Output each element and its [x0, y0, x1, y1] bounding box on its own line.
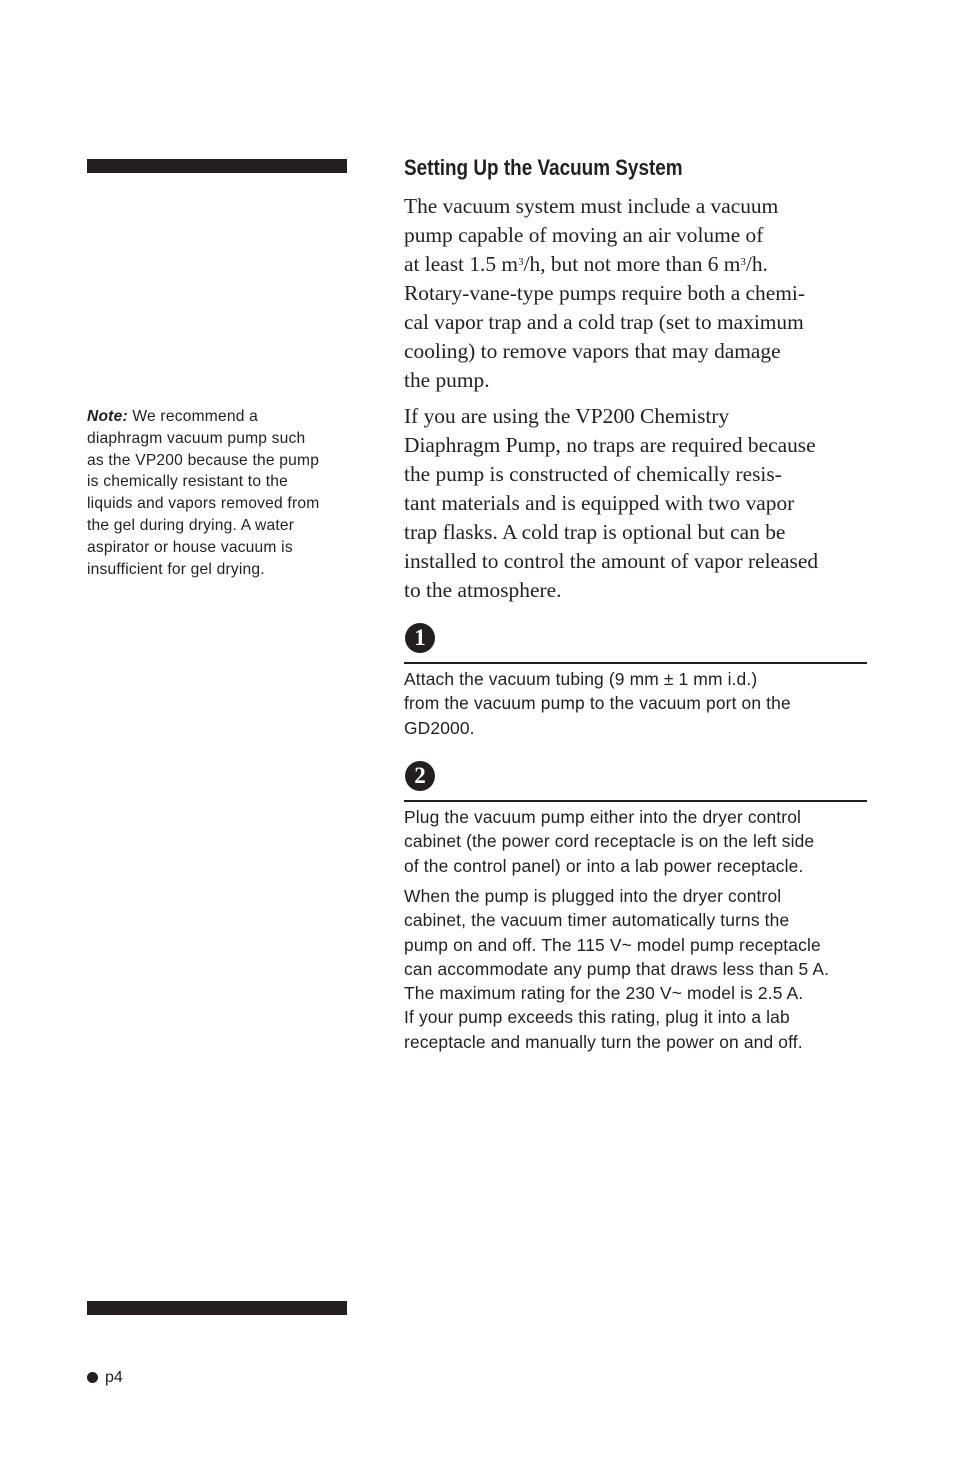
- intro-paragraph-2: [404, 402, 818, 605]
- intro-paragraph-1: [404, 192, 805, 395]
- note-line: aspirator or house vacuum is: [87, 538, 293, 556]
- text-line: trap flasks. A cold trap is optional but can be: [404, 520, 786, 544]
- note-line: the gel during drying. A water: [87, 516, 295, 534]
- step-2-divider: [404, 800, 867, 802]
- text-line: The vacuum system must include a vacuum: [404, 194, 779, 218]
- text-line: When the pump is plugged into the dryer control: [404, 886, 782, 906]
- text-line: Attach the vacuum tubing (9 mm ± 1 mm i.d.): [404, 669, 758, 689]
- note-line: as the VP200 because the pump: [87, 451, 320, 469]
- bottom-divider-bar: [87, 1301, 347, 1315]
- note-line: diaphragm vacuum pump such: [87, 429, 306, 447]
- page-number: p4: [105, 1369, 123, 1386]
- step-1-text: [404, 667, 791, 740]
- text-line: from the vacuum pump to the vacuum port on the: [404, 693, 791, 714]
- note-label: Note:: [87, 408, 128, 425]
- text-line: the pump.: [404, 368, 490, 392]
- text-line: the pump is constructed of chemically resis-: [404, 462, 782, 486]
- text-line: The maximum rating for the 230 V~ model is 2.5 A.: [404, 983, 804, 1004]
- superscript: 3: [740, 255, 746, 268]
- side-note: [87, 406, 339, 580]
- text-line: installed to control the amount of vapor released: [404, 549, 819, 573]
- text-line: of the control panel) or into a lab power receptacle.: [404, 855, 804, 876]
- text-line: cooling) to remove vapors that may damage: [404, 339, 781, 363]
- step-2-number-badge: 2: [405, 761, 435, 791]
- step-1-divider: [404, 662, 867, 664]
- step-2-text-paragraph-1: [404, 805, 814, 878]
- text-line: pump capable of moving an air volume of: [404, 223, 764, 247]
- text-line: If you are using the VP200 Chemistry: [404, 404, 730, 428]
- note-line: insufficient for gel drying.: [87, 560, 265, 578]
- top-divider-bar: [87, 159, 347, 173]
- text-line: GD2000.: [404, 717, 475, 738]
- text-line: cabinet, the vacuum timer automatically turns the: [404, 910, 790, 931]
- note-text: We recommend a: [127, 408, 258, 425]
- section-heading: Setting Up the Vacuum System: [404, 155, 683, 180]
- page-footer: [87, 1367, 123, 1389]
- text-line: receptacle and manually turn the power on and off.: [404, 1031, 803, 1052]
- text-line: Diaphragm Pump, no traps are required because: [404, 433, 816, 457]
- superscript: 3: [518, 255, 524, 268]
- note-line: liquids and vapors removed from: [87, 495, 320, 513]
- text-fragment: /h.: [745, 252, 768, 276]
- text-line: to the atmosphere.: [404, 578, 562, 602]
- text-line: tant materials and is equipped with two vapor: [404, 491, 795, 515]
- note-first-line: [87, 406, 339, 428]
- text-line: [404, 250, 805, 279]
- text-fragment: at least 1.5 m: [404, 252, 519, 276]
- bullet-dot-icon: [87, 1372, 98, 1383]
- text-line: cabinet (the power cord receptacle is on the left side: [404, 831, 815, 852]
- text-line: If your pump exceeds this rating, plug it into a lab: [404, 1007, 790, 1028]
- text-line: can accommodate any pump that draws less than 5 A.: [404, 958, 830, 979]
- text-line: Rotary-vane-type pumps require both a chemi-: [404, 281, 805, 305]
- text-line: Plug the vacuum pump either into the dryer control: [404, 807, 802, 827]
- step-1-number-badge: 1: [405, 623, 435, 653]
- step-2-text-paragraph-2: [404, 884, 829, 1054]
- text-fragment: /h, but not more than 6 m: [523, 252, 741, 276]
- note-line: is chemically resistant to the: [87, 473, 288, 491]
- text-line: pump on and off. The 115 V~ model pump receptacle: [404, 934, 821, 955]
- text-line: cal vapor trap and a cold trap (set to maximum: [404, 310, 804, 334]
